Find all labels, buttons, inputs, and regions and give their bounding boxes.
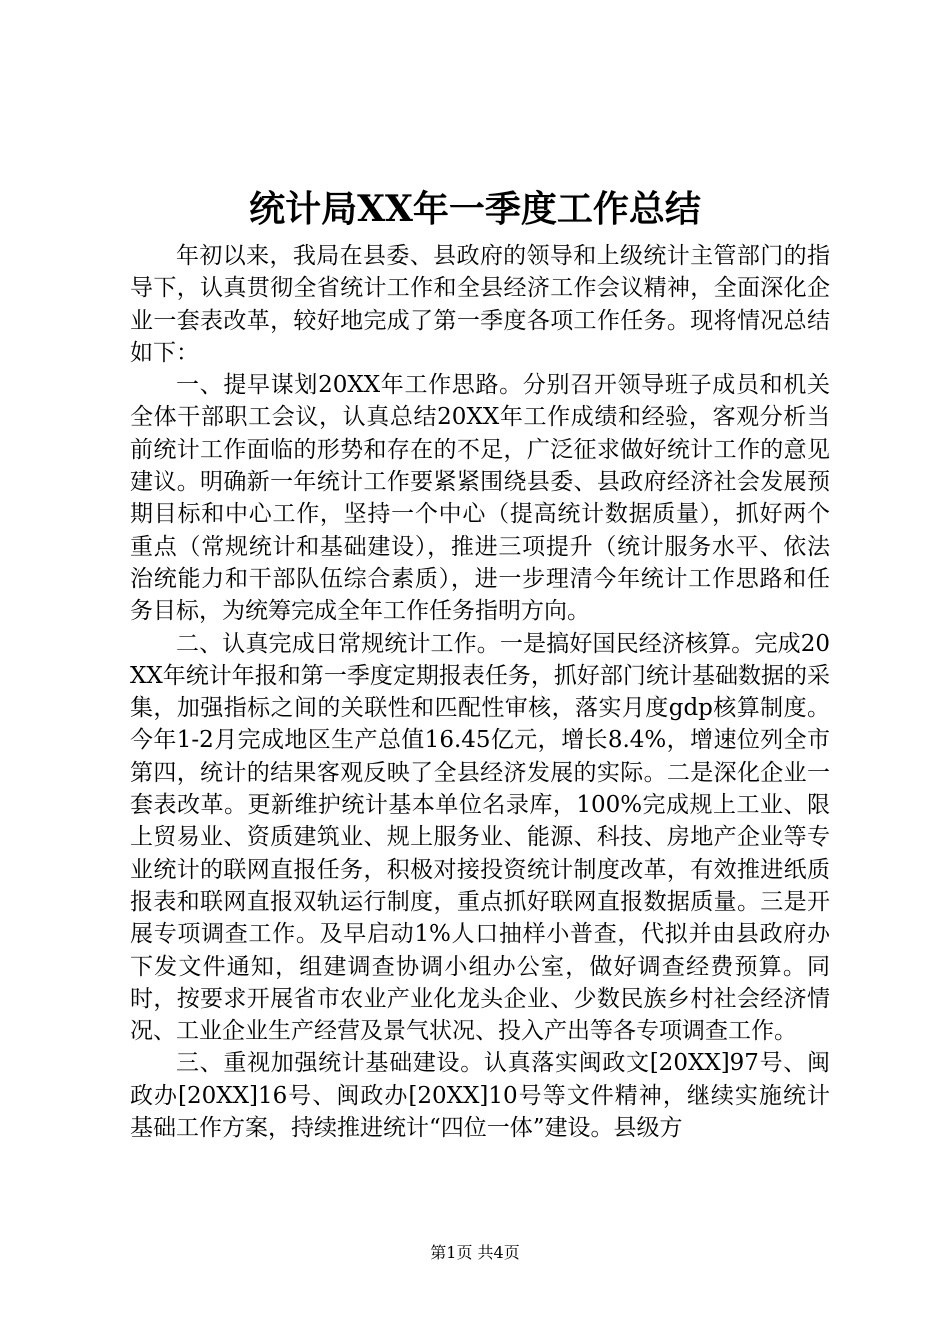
paragraph-section-2: 二、认真完成日常规统计工作。一是搞好国民经济核算。完成20XX年统计年报和第一季度定期报表任务，抓好部门统计基础数据的采集，加强指标之间的关联性和匹配性审核，落实月度gdp核算制度。今年1-2月完成地区生产总值16.45亿元，增长8.4%，增速位列全市第四，统计的结果客观反映了全县经济发展的实际。二是深化企业一套表改革。更新维护统计基本单位名录库，100%完成规上工业、限上贸易业、资质建筑业、规上服务业、能源、科技、房地产企业等专业统计的联网直报任务，积极对接投资统计制度改革，有效推进纸质报表和联网直报双轨运行制度，重点抓好联网直报数据质量。三是开展专项调查工作。及早启动1%人口抽样小普查，代拟并由县政府办下发文件通知，组建调查协调小组办公室，做好调查经费预算。同时，按要求开展省市农业产业化龙头企业、少数民族乡村社会经济情况、工业企业生产经营及景气状况、投入产出等各专项调查工作。 [130, 630, 830, 1045]
document-body [130, 240, 830, 1144]
paragraph-section-3: 三、重视加强统计基础建设。认真落实闽政文[20XX]97号、闽政办[20XX]16号、闽政办[20XX]10号等文件精神，继续实施统计基础工作方案，持续推进统计“四位一体”建设。县级方 [130, 1050, 830, 1142]
document-title: 统计局XX年一季度工作总结 [249, 188, 701, 230]
paragraph-section-1: 一、提早谋划20XX年工作思路。分别召开领导班子成员和机关全体干部职工会议，认真总结20XX年工作成绩和经验，客观分析当前统计工作面临的形势和存在的不足，广泛征求做好统计工作的意见建议。明确新一年统计工作要紧紧围绕县委、县政府经济社会发展预期目标和中心工作，坚持一个中心（提高统计数据质量），抓好两个重点（常规统计和基础建设），推进三项提升（统计服务水平、依法治统能力和干部队伍综合素质），进一步理清今年统计工作思路和任务目标，为统筹完成全年工作任务指明方向。 [130, 372, 830, 625]
page-number-footer: 第1页 共4页 [430, 1243, 520, 1262]
paragraph-intro: 年初以来，我局在县委、县政府的领导和上级统计主管部门的指导下，认真贯彻全省统计工作和全县经济工作会议精神，全面深化企业一套表改革，较好地完成了第一季度各项工作任务。现将情况总结如下： [130, 243, 830, 366]
